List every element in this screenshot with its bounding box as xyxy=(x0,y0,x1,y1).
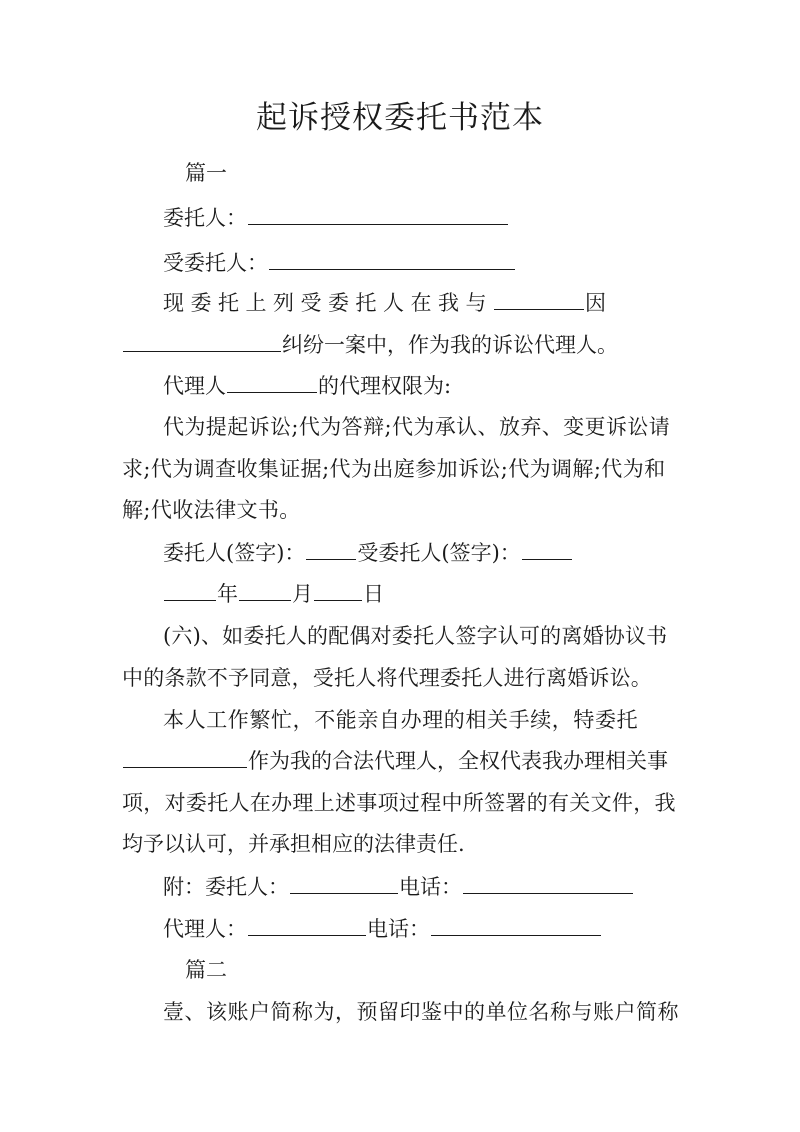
paragraph-2-text-a: 代理人 xyxy=(163,374,226,398)
paragraph-3-line-1: 代为提起诉讼;代为答辩;代为承认、放弃、变更诉讼请 xyxy=(163,415,671,439)
opponent-blank xyxy=(494,288,584,310)
paragraph-2 xyxy=(163,371,451,401)
agent-phone-blank xyxy=(431,914,601,936)
paragraph-4-line-2: 中的条款不予同意，受托人将代理委托人进行离婚诉讼。 xyxy=(122,666,652,690)
principal-blank xyxy=(248,203,508,225)
month-blank xyxy=(239,579,291,601)
agent-signature-label: 受委托人(签字)： xyxy=(357,541,521,565)
paragraph-5-line-3: 项，对委托人在办理上述事项过程中所签署的有关文件，我 xyxy=(122,791,676,815)
day-label: 日 xyxy=(363,582,384,606)
agent-name-blank xyxy=(227,371,317,393)
agent-line xyxy=(163,248,516,278)
agent-phone-label: 电话： xyxy=(367,917,430,941)
paragraph-1-text-b: 因 xyxy=(585,291,613,315)
paragraph-1-line-1 xyxy=(163,288,613,318)
agent-label: 受委托人： xyxy=(163,251,268,275)
paragraph-1-line-2 xyxy=(122,330,618,360)
year-blank xyxy=(164,579,216,601)
paragraph-5-text-b: 作为我的合法代理人，全权代表我办理相关事 xyxy=(248,749,668,773)
attachment-principal-label: 附：委托人： xyxy=(163,875,289,899)
section-heading-part2: 篇二 xyxy=(185,958,227,982)
agent-contact-line xyxy=(163,914,602,944)
agent-blank xyxy=(269,248,515,270)
paragraph-3-line-2: 求;代为调查收集证据;代为出庭参加诉讼;代为调解;代为和 xyxy=(122,457,666,481)
date-line xyxy=(163,579,384,609)
month-label: 月 xyxy=(292,582,313,606)
paragraph-5-line-1: 本人工作繁忙，不能亲自办理的相关手续，特委托 xyxy=(163,708,639,732)
paragraph-1-text-c: 纠纷一案中，作为我的诉讼代理人。 xyxy=(282,333,618,357)
paragraph-1-text-a: 现委托上列受委托人在我与 xyxy=(163,291,493,315)
day-blank xyxy=(314,579,362,601)
principal-signature-label: 委托人(签字)： xyxy=(163,541,306,565)
section-heading-part1: 篇一 xyxy=(185,161,227,185)
signature-line xyxy=(163,538,573,568)
paragraph-5-line-2 xyxy=(122,746,668,776)
part2-paragraph-1-line-1: 壹、该账户简称为，预留印鉴中的单位名称与账户简称 xyxy=(163,1000,679,1024)
paragraph-4-line-1: (六)、如委托人的配偶对委托人签字认可的离婚协议书 xyxy=(163,624,668,648)
principal-phone-blank xyxy=(463,872,633,894)
principal-line xyxy=(163,203,509,233)
dispute-blank xyxy=(123,330,281,352)
year-label: 年 xyxy=(217,582,238,606)
agent-contact-blank xyxy=(248,914,366,936)
attachment-principal-blank xyxy=(290,872,398,894)
attachment-line xyxy=(163,872,634,902)
principal-signature-blank xyxy=(306,538,356,560)
agent-signature-blank xyxy=(522,538,572,560)
agent-contact-label: 代理人： xyxy=(163,917,247,941)
appointee-blank xyxy=(123,746,247,768)
paragraph-5-line-4: 均予以认可，并承担相应的法律责任. xyxy=(122,832,465,856)
principal-phone-label: 电话： xyxy=(399,875,462,899)
paragraph-2-text-b: 的代理权限为: xyxy=(318,374,452,398)
paragraph-3-line-3: 解;代收法律文书。 xyxy=(122,498,301,522)
document-title: 起诉授权委托书范本 xyxy=(256,100,544,136)
principal-label: 委托人： xyxy=(163,206,247,230)
